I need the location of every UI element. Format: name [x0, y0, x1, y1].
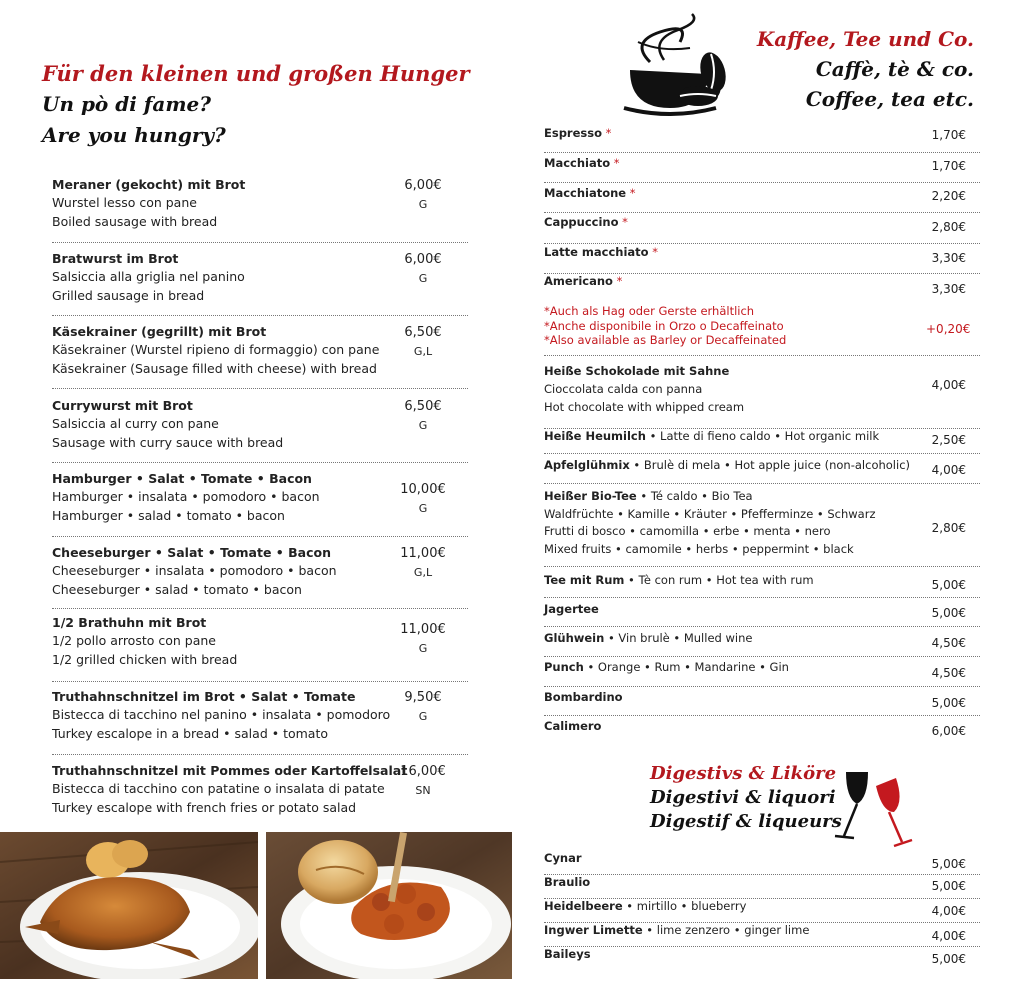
item-en: Käsekrainer (Sausage filled with cheese) with bread [52, 360, 377, 376]
left-heading [42, 58, 470, 151]
drink-row [544, 245, 980, 274]
drink-row [544, 573, 980, 598]
item-it: Salsiccia al curry con pane [52, 416, 219, 431]
digestif-price: 5,00€ [931, 879, 966, 893]
item-name: Käsekrainer (gegrillt) mit Brot [52, 324, 267, 339]
heading-it: Un pò di fame? [42, 92, 211, 116]
item-price: 9,50€ [404, 690, 442, 705]
digestif-row [544, 875, 980, 899]
drink-name: Latte macchiato [544, 245, 649, 259]
heading-it: Digestivi & liquori [650, 787, 836, 808]
menu-item [52, 688, 468, 755]
digestif-price: 4,00€ [931, 904, 966, 918]
item-it: Bistecca di tacchino nel panino • insalata • pomodoro [52, 707, 391, 722]
drink-row [544, 429, 980, 454]
drink-row [544, 355, 980, 429]
star-mark: * [616, 274, 623, 288]
drink-desc: • Orange • Rum • Mandarine • Gin [583, 660, 789, 674]
digestif-price: 5,00€ [931, 952, 966, 966]
item-en: Sausage with curry sauce with bread [52, 434, 284, 450]
drink-name: Bombardino [544, 690, 623, 704]
drink-price: 5,00€ [931, 606, 966, 620]
drink-en: Mixed fruits • camomile • herbs • peppermint • black [544, 541, 854, 556]
heading-de: Digestivs & Liköre [650, 763, 837, 784]
drink-price: 5,00€ [931, 696, 966, 710]
drink-row [544, 215, 980, 244]
drink-name: Apfelglühmix [544, 458, 630, 472]
drink-price: 4,00€ [931, 378, 966, 392]
menu-item [52, 397, 468, 463]
digestif-name: Ingwer Limette [544, 923, 643, 937]
star-mark: * [652, 245, 658, 259]
drink-row [544, 156, 980, 183]
item-name: Hamburger • Salat • Tomate • Bacon [52, 471, 312, 486]
item-allergens: G [418, 642, 428, 655]
menu-item [52, 250, 468, 316]
item-it: Bistecca di tacchino con patatine o insalata di patate [52, 781, 385, 796]
drink-name: Macchiato [544, 156, 611, 170]
drink-name: Macchiatone [544, 186, 627, 200]
heading-de: Kaffee, Tee und Co. [756, 27, 974, 51]
drink-desc: • Brulè di mela • Hot apple juice (non-alcoholic) [629, 458, 910, 472]
currywurst-photo [266, 832, 512, 979]
drink-name: Tee mit Rum [544, 573, 625, 587]
heading-en: Coffee, tea etc. [805, 87, 974, 111]
item-it: Cheeseburger • insalata • pomodoro • bacon [52, 563, 337, 578]
note-line: *Also available as Barley or Decaffeinated [544, 333, 787, 347]
item-price: 10,00€ [400, 482, 446, 497]
digestif-row [544, 899, 980, 923]
drink-row [544, 660, 980, 687]
item-allergens: G [418, 419, 428, 432]
heading-en: Digestif & liqueurs [650, 811, 842, 832]
heading-en: Are you hungry? [42, 123, 226, 147]
star-mark: * [613, 156, 620, 170]
coffee-cup-icon [620, 12, 736, 116]
item-price: 11,00€ [400, 546, 446, 561]
item-it: Hamburger • insalata • pomodoro • bacon [52, 489, 320, 504]
item-en: Boiled sausage with bread [52, 213, 218, 229]
drink-price: 4,50€ [931, 636, 966, 650]
drink-price: 2,20€ [931, 189, 966, 203]
drink-de: Waldfrüchte • Kamille • Kräuter • Pfefferminze • Schwarz [544, 506, 876, 521]
item-name: Truthahnschnitzel im Brot • Salat • Tomate [52, 689, 356, 704]
item-allergens: G [418, 710, 428, 723]
item-en: Hamburger • salad • tomato • bacon [52, 507, 285, 523]
item-allergens: SN [415, 784, 431, 797]
star-mark: * [622, 215, 628, 229]
item-en: Grilled sausage in bread [52, 287, 205, 303]
drink-price: 3,30€ [931, 282, 966, 296]
drink-price: 2,80€ [931, 521, 966, 535]
drink-price: 1,70€ [931, 128, 966, 142]
drink-it: Cioccolata calda con panna [544, 382, 703, 396]
drink-row [544, 602, 980, 627]
note-line: *Anche disponibile in Orzo o Decaffeinato [544, 318, 784, 333]
drink-row [544, 126, 980, 153]
digestif-desc: • mirtillo • blueberry [622, 899, 747, 913]
digestif-name: Baileys [544, 947, 591, 961]
item-en: Turkey escalope with french fries or potato salad [52, 799, 357, 815]
item-it: Wurstel lesso con pane [52, 195, 197, 210]
item-en: Turkey escalope in a bread • salad • tomato [52, 725, 329, 741]
heading-it: Caffè, tè & co. [815, 57, 974, 81]
item-it: 1/2 pollo arrosto con pane [52, 633, 216, 648]
menu-item [52, 470, 468, 537]
menu-item [52, 762, 468, 818]
note-price: +0,20€ [926, 322, 971, 336]
drink-row [544, 690, 980, 716]
item-en: Cheeseburger • salad • tomato • bacon [52, 581, 302, 597]
item-price: 6,00€ [404, 178, 442, 193]
drink-name: Heiße Schokolade mit Sahne [544, 364, 730, 378]
item-price: 6,00€ [404, 252, 442, 267]
item-name: Meraner (gekocht) mit Brot [52, 177, 246, 192]
drink-name: Cappuccino [544, 215, 619, 229]
drink-price: 6,00€ [931, 724, 966, 738]
drink-price: 2,50€ [931, 433, 966, 447]
item-price: 6,50€ [404, 399, 442, 414]
chicken-photo [0, 832, 258, 979]
item-price: 6,50€ [404, 325, 442, 340]
item-allergens: G,L [413, 345, 433, 358]
drink-desc: • Té caldo • Bio Tea [636, 489, 753, 503]
drink-price: 2,80€ [931, 220, 966, 234]
digestif-price: 4,00€ [931, 929, 966, 943]
item-name: Cheeseburger • Salat • Tomate • Bacon [52, 545, 331, 560]
digestif-price: 5,00€ [931, 857, 966, 871]
drink-price: 4,50€ [931, 666, 966, 680]
item-price: 11,00€ [400, 622, 446, 637]
drink-name: Heiße Heumilch [544, 429, 646, 443]
digestif-name: Braulio [544, 875, 591, 889]
digestif-name: Cynar [544, 851, 582, 865]
drink-desc: • Vin brulè • Mulled wine [604, 631, 753, 645]
item-it: Käsekrainer (Wurstel ripieno di formaggio) con pane [52, 342, 380, 357]
right-heading [757, 24, 974, 114]
item-allergens: G [418, 272, 428, 285]
drink-desc: • Tè con rum • Hot tea with rum [624, 573, 814, 587]
menu-item [52, 323, 468, 389]
drink-name: Heißer Bio-Tee [544, 489, 637, 503]
digestif-row [544, 923, 980, 947]
drink-row [544, 719, 980, 743]
drink-en: Hot chocolate with whipped cream [544, 400, 745, 414]
drink-name: Calimero [544, 719, 602, 733]
wine-glasses-icon [832, 766, 916, 850]
menu-item [52, 614, 468, 682]
drink-price: 5,00€ [931, 578, 966, 592]
drink-row [544, 458, 980, 484]
heading-de: Für den kleinen und großen Hunger [42, 61, 470, 86]
item-name: Bratwurst im Brot [52, 251, 179, 266]
drink-price: 3,30€ [931, 251, 966, 265]
item-it: Salsiccia alla griglia nel panino [52, 269, 245, 284]
digestif-desc: • lime zenzero • ginger lime [642, 923, 810, 937]
note-line: *Auch als Hag oder Gerste erhältlich [544, 304, 755, 318]
drink-name: Punch [544, 660, 584, 674]
item-name: 1/2 Brathuhn mit Brot [52, 615, 207, 630]
item-allergens: G [418, 502, 428, 515]
digestif-row [544, 947, 980, 971]
drink-price: 1,70€ [931, 159, 966, 173]
item-allergens: G [418, 198, 428, 211]
menu-item [52, 544, 468, 609]
digestif-heading [650, 762, 842, 834]
star-mark: * [605, 126, 612, 140]
item-price: 16,00€ [400, 764, 446, 779]
drink-name: Glühwein [544, 631, 605, 645]
drink-row [544, 186, 980, 213]
decaf-note [544, 304, 786, 348]
item-en: 1/2 grilled chicken with bread [52, 651, 238, 667]
drink-desc: • Latte di fieno caldo • Hot organic milk [645, 429, 880, 443]
drink-it: Frutti di bosco • camomilla • erbe • menta • nero [544, 524, 831, 538]
item-allergens: G,L [413, 566, 433, 579]
drink-name: Americano [544, 274, 613, 288]
drink-price: 4,00€ [931, 463, 966, 477]
digestif-name: Heidelbeere [544, 899, 623, 913]
drink-name: Jagertee [544, 602, 599, 616]
star-mark: * [629, 186, 636, 200]
item-name: Currywurst mit Brot [52, 398, 193, 413]
drink-name: Espresso [544, 126, 602, 140]
menu-item [52, 176, 468, 243]
digestif-row [544, 851, 980, 875]
drink-row [544, 631, 980, 657]
item-name: Truthahnschnitzel mit Pommes oder Kartoffelsalat [52, 763, 408, 778]
drink-row [544, 274, 980, 300]
drink-row [544, 488, 980, 567]
